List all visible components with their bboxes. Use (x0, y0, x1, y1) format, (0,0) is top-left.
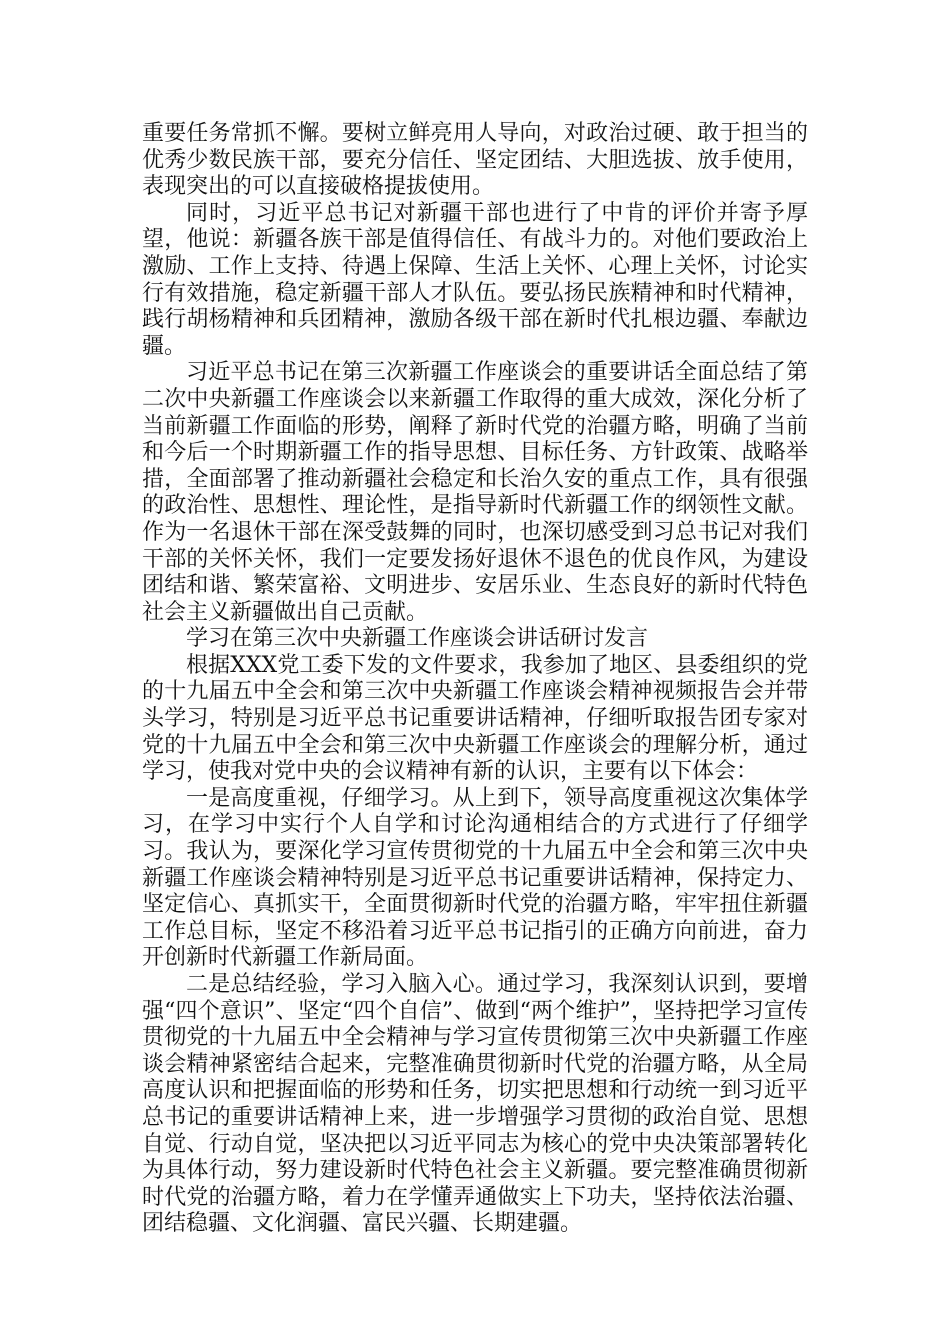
paragraph-7: 二是总结经验，学习入脑入心。通过学习，我深刻认识到，要增强“四个意识”、坚定“四个自信”、做到“两个维护”，坚持把学习宣传贯彻党的十九届五中全会精神与学习宣传贯彻第三次中央新疆工作座谈会精神紧密结合起来，完整准确贯彻新时代党的治疆方略，从全局高度认识和把握面临的形势和任务，切实把思想和行动统一到习近平总书记的重要讲话精神上来，进一步增强学习贯彻的政治自觉、思想自觉、行动自觉，坚决把以习近平同志为核心的党中央决策部署转化为具体行动，努力建设新时代特色社会主义新疆。要完整准确贯彻新时代党的治疆方略，着力在学懂弄通做实上下功夫，坚持依法治疆、团结稳疆、文化润疆、富民兴疆、长期建疆。 (142, 972, 808, 1237)
paragraph-5: 根据XXX党工委下发的文件要求，我参加了地区、县委组织的党的十九届五中全会和第三次中央新疆工作座谈会精神视频报告会并带头学习，特别是习近平总书记重要讲话精神，仔细听取报告团专家对党的十九届五中全会和第三次中央新疆工作座谈会的理解分析，通过学习，使我对党中央的会议精神有新的认识，主要有以下体会： (142, 652, 808, 785)
paragraph-1: 重要任务常抓不懈。要树立鲜亮用人导向，对政治过硬、敢于担当的优秀少数民族干部，要充分信任、坚定团结、大胆选拔、放手使用，表现突出的可以直接破格提拔使用。 (142, 121, 808, 200)
paragraph-2: 同时，习近平总书记对新疆干部也进行了中肯的评价并寄予厚望，他说：新疆各族干部是值得信任、有战斗力的。对他们要政治上激励、工作上支持、待遇上保障、生活上关怀、心理上关怀，讨论实行有效措施，稳定新疆干部人才队伍。要弘扬民族精神和时代精神，践行胡杨精神和兵团精神，激励各级干部在新时代扎根边疆、奉献边疆。 (142, 200, 808, 359)
document-body (142, 121, 808, 1238)
section-heading: 学习在第三次中央新疆工作座谈会讲话研讨发言 (186, 626, 649, 652)
paragraph-3: 习近平总书记在第三次新疆工作座谈会的重要讲话全面总结了第二次中央新疆工作座谈会以来新疆工作取得的重大成效，深化分析了当前新疆工作面临的形势，阐释了新时代党的治疆方略，明确了当前和今后一个时期新疆工作的指导思想、目标任务、方针政策、战略举措，全面部署了推动新疆社会稳定和长治久安的重点工作，具有很强的政治性、思想性、理论性，是指导新时代新疆工作的纲领性文献。作为一名退休干部在深受鼓舞的同时，也深切感受到习总书记对我们干部的关怀关怀，我们一定要发扬好退休不退色的优良作风，为建设团结和谐、繁荣富裕、文明进步、安居乐业、生态良好的新时代特色社会主义新疆做出自己贡献。 (142, 360, 808, 625)
paragraph-6: 一是高度重视，仔细学习。从上到下，领导高度重视这次集体学习，在学习中实行个人自学和讨论沟通相结合的方式进行了仔细学习。我认为，要深化学习宣传贯彻党的十九届五中全会和第三次中央新疆工作座谈会精神特别是习近平总书记重要讲话精神，保持定力、坚定信心、真抓实干，全面贯彻新时代党的治疆方略，牢牢扭住新疆工作总目标，坚定不移沿着习近平总书记指引的正确方向前进，奋力开创新时代新疆工作新局面。 (142, 785, 808, 971)
